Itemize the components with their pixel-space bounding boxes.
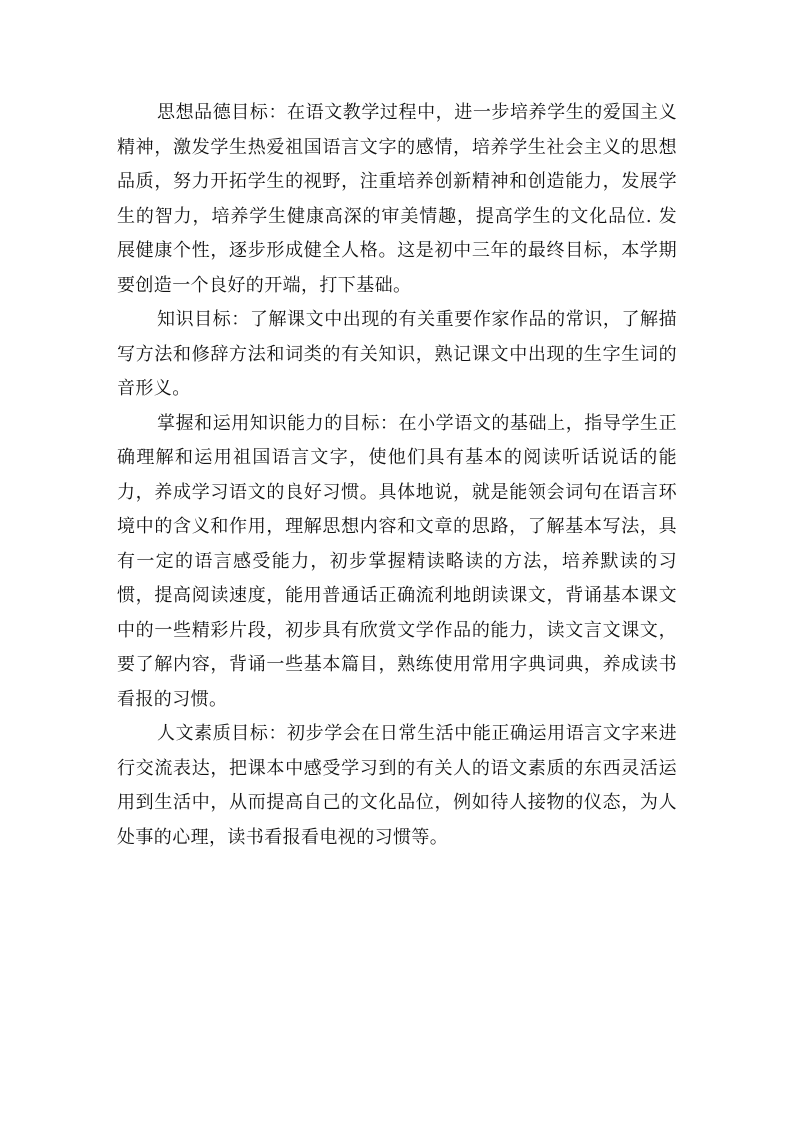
paragraph-knowledge-goals: 知识目标：了解课文中出现的有关重要作家作品的常识，了解描写方法和修辞方法和词类的有关知识，熟记课文中出现的生字生词的音形义。 xyxy=(117,309,677,399)
paragraph-ability-goals: 掌握和运用知识能力的目标：在小学语文的基础上，指导学生正确理解和运用祖国语言文字，使他们具有基本的阅读听话说话的能力，养成学习语文的良好习惯。具体地说，就是能领会词句在语言环境中的含义和作用，理解思想内容和文章的思路，了解基本写法，具有一定的语言感受能力，初步掌握精读略读的方法，培养默读的习惯，提高阅读速度，能用普通话正确流利地朗读课文，背诵基本课文中的一些精彩片段，初步具有欣赏文学作品的能力，读文言文课文，要了解内容，背诵一些基本篇目，熟练使用常用字典词典，养成读书看报的习惯。 xyxy=(117,412,677,710)
document-body xyxy=(117,96,677,855)
paragraph-humanities-goals: 人文素质目标：初步学会在日常生活中能正确运用语言文字来进行交流表达，把课本中感受学习到的有关人的语文素质的东西灵活运用到生活中，从而提高自己的文化品位，例如待人接物的仪态，为人处事的心理，读书看报看电视的习惯等。 xyxy=(117,723,677,848)
paragraph-moral-goals: 思想品德目标：在语文教学过程中，进一步培养学生的爱国主义精神，激发学生热爱祖国语言文字的感情，培养学生社会主义的思想品质，努力开拓学生的视野，注重培养创新精神和创造能力，发展学生的智力，培养学生健康高深的审美情趣，提高学生的文化品位. 发展健康个性，逐步形成健全人格。这是初中三年的最终目标，本学期要创造一个良好的开端，打下基础。 xyxy=(117,102,677,296)
